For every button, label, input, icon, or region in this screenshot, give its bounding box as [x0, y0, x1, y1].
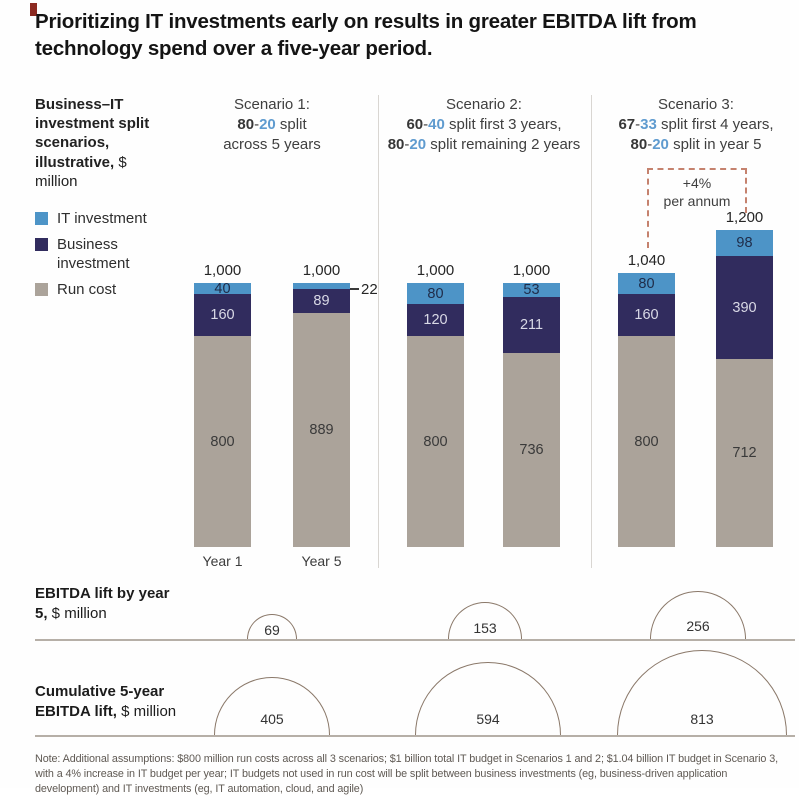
bar-total-label: 1,000	[203, 262, 242, 279]
split-rest: split	[275, 116, 307, 133]
footnote	[35, 752, 791, 797]
cumulative-lift-row-label	[35, 682, 200, 721]
bar-scenario3-year5	[716, 209, 773, 547]
segment-business-investment	[618, 294, 675, 336]
segment-value: 98	[736, 235, 753, 251]
segment-value: 736	[519, 442, 544, 458]
split-rest: split remaining 2 years	[426, 136, 581, 153]
chart-unit-label-bold: Business–IT investment split scenarios, illustrative,	[35, 96, 150, 171]
cumulative-arc-value: 813	[690, 711, 714, 727]
cumulative-arc-value: 405	[260, 711, 284, 727]
ebitda-lift-row-label	[35, 584, 185, 623]
bar-scenario1-year5	[293, 262, 350, 547]
annotation-dashed-right	[745, 168, 747, 213]
cumulative-baseline	[35, 735, 795, 737]
bar-scenario1-year1	[194, 262, 251, 547]
split-separator: -	[254, 116, 260, 133]
scenario-2-title: Scenario 2:	[446, 96, 522, 113]
bar-total-label: 1,000	[512, 262, 551, 279]
cumulative-lift-row-label-bold: Cumulative 5-year EBITDA lift,	[35, 683, 165, 720]
scenario-2-split-a	[372, 115, 596, 135]
bar-total-label: 1,000	[416, 262, 455, 279]
it-22-callout-line	[350, 288, 359, 290]
split-rest: split first 3 years,	[444, 116, 562, 133]
segment-value: 211	[519, 317, 544, 333]
chart-unit-label	[35, 95, 173, 191]
x-axis-label-year1: Year 1	[202, 553, 243, 569]
segment-business-investment	[503, 297, 560, 353]
x-axis-label-year5: Year 5	[301, 553, 342, 569]
segment-it-investment	[194, 280, 251, 297]
scenario-3-split-b	[584, 135, 808, 155]
bar-total-label: 1,200	[725, 209, 764, 226]
segment-business-investment	[407, 304, 464, 336]
segment-value: 40	[214, 280, 231, 297]
scenario-divider-2	[591, 95, 592, 568]
ebitda-arc-scenario1	[247, 614, 297, 639]
growth-annotation-line1: +4%	[682, 175, 712, 191]
split-business-pct: 60	[406, 116, 424, 133]
segment-run-cost	[407, 336, 464, 547]
split-rest: split first 4 years,	[656, 116, 774, 133]
ebitda-arc-value: 153	[473, 620, 497, 636]
split-separator: -	[423, 116, 429, 133]
split-rest: split in year 5	[668, 136, 762, 153]
growth-annotation	[649, 174, 745, 210]
split-it-pct: 20	[409, 136, 427, 153]
cumulative-arc-value: 594	[476, 711, 500, 727]
split-separator: -	[647, 136, 653, 153]
ebitda-arc-value: 69	[264, 622, 280, 638]
it-22-callout-value: 22	[361, 281, 378, 298]
cumulative-arc-scenario1	[214, 677, 330, 735]
split-separator: -	[404, 136, 410, 153]
ebitda-lift-row-label-unit: $ million	[47, 604, 107, 622]
segment-value: 889	[309, 422, 334, 438]
segment-business-investment	[194, 294, 251, 336]
ebitda-arc-scenario2	[448, 602, 522, 639]
ebitda-arc-value: 256	[686, 618, 710, 634]
segment-value: 160	[634, 307, 659, 323]
segment-value: 390	[732, 299, 757, 316]
split-business-pct: 80	[237, 116, 255, 133]
split-business-pct: 67	[618, 116, 636, 133]
segment-run-cost	[618, 336, 675, 547]
segment-value: 80	[638, 275, 655, 292]
scenario-3-title: Scenario 3:	[658, 96, 734, 113]
segment-value: 800	[210, 433, 235, 450]
scenario-divider-1	[378, 95, 379, 568]
segment-run-cost	[293, 313, 350, 547]
segment-it-investment	[716, 230, 773, 256]
segment-run-cost	[503, 353, 560, 547]
segment-it-investment	[503, 283, 560, 297]
legend-item-business-investment	[35, 236, 155, 274]
legend-label: IT investment	[57, 210, 147, 227]
bar-scenario3-year1	[618, 252, 675, 547]
legend-item-run-cost	[35, 281, 155, 300]
scenario-1-title: Scenario 1:	[234, 96, 310, 113]
ebitda-arc-scenario3	[650, 591, 746, 639]
bar-scenario2-year5	[503, 262, 560, 547]
legend-label: Run cost	[57, 281, 117, 298]
page-title: Prioritizing IT investments early on results in greater EBITDA lift from technology spend over a five-year period.	[35, 10, 697, 60]
scenario-1-split	[160, 115, 384, 135]
split-business-pct: 80	[387, 136, 405, 153]
segment-value: 80	[427, 285, 444, 302]
chart-unit-label-unit: $ million	[35, 153, 127, 190]
segment-value: 160	[210, 307, 235, 323]
segment-value: 53	[523, 282, 540, 298]
split-it-pct: 33	[640, 116, 657, 133]
scenario-3-header	[584, 95, 808, 155]
scenario-1-header	[160, 95, 384, 155]
annotation-dashed-top	[647, 168, 747, 170]
segment-value: 120	[423, 312, 448, 328]
footnote-line2: with a 4% increase in IT budget per year; IT budgets not used in run cost will be split between business investments (eg, business-driven application	[35, 768, 728, 780]
footnote-line1: Note: Additional assumptions: $800 million run costs across all 3 scenarios; $1 billion total IT budget in Scenarios 1 and 2; $1.04 billion IT budget in Scenario 3,	[35, 753, 779, 765]
cumulative-arc-scenario3	[617, 650, 787, 735]
legend-label: Business investment	[57, 236, 130, 272]
scenario-2-split-b	[372, 135, 596, 155]
bar-total-label: 1,040	[627, 252, 666, 269]
ebitda-baseline	[35, 639, 795, 641]
run-cost-swatch	[35, 283, 48, 296]
split-it-pct: 20	[259, 116, 276, 133]
bar-scenario2-year1	[407, 262, 464, 547]
segment-value: 800	[423, 433, 448, 450]
split-it-pct: 40	[428, 116, 445, 133]
growth-annotation-line2: per annum	[663, 193, 731, 209]
split-it-pct: 20	[652, 136, 669, 153]
cumulative-arc-scenario2	[415, 662, 561, 735]
bar-total-label: 1,000	[302, 262, 341, 279]
segment-run-cost	[194, 336, 251, 547]
ebitda-lift-row-label-bold: EBITDA lift by year 5,	[35, 585, 170, 622]
scenario-1-duration: across 5 years	[223, 136, 321, 153]
segment-value: 800	[634, 433, 659, 450]
segment-value: 89	[313, 293, 330, 309]
segment-it-investment	[407, 283, 464, 304]
segment-value: 712	[732, 445, 757, 461]
footnote-line3: development) and IT investments (eg, IT automation, cloud, and agile)	[35, 783, 364, 795]
it-investment-swatch	[35, 212, 48, 225]
legend-item-it-investment	[35, 210, 155, 229]
segment-run-cost	[716, 359, 773, 547]
cumulative-lift-row-label-unit: $ million	[116, 702, 177, 720]
business-investment-swatch	[35, 238, 48, 251]
scenario-2-header	[372, 95, 596, 155]
segment-business-investment	[293, 289, 350, 313]
segment-business-investment	[716, 256, 773, 359]
segment-it-investment	[618, 273, 675, 294]
split-separator: -	[635, 116, 641, 133]
split-business-pct: 80	[630, 136, 648, 153]
scenario-3-split-a	[584, 115, 808, 135]
